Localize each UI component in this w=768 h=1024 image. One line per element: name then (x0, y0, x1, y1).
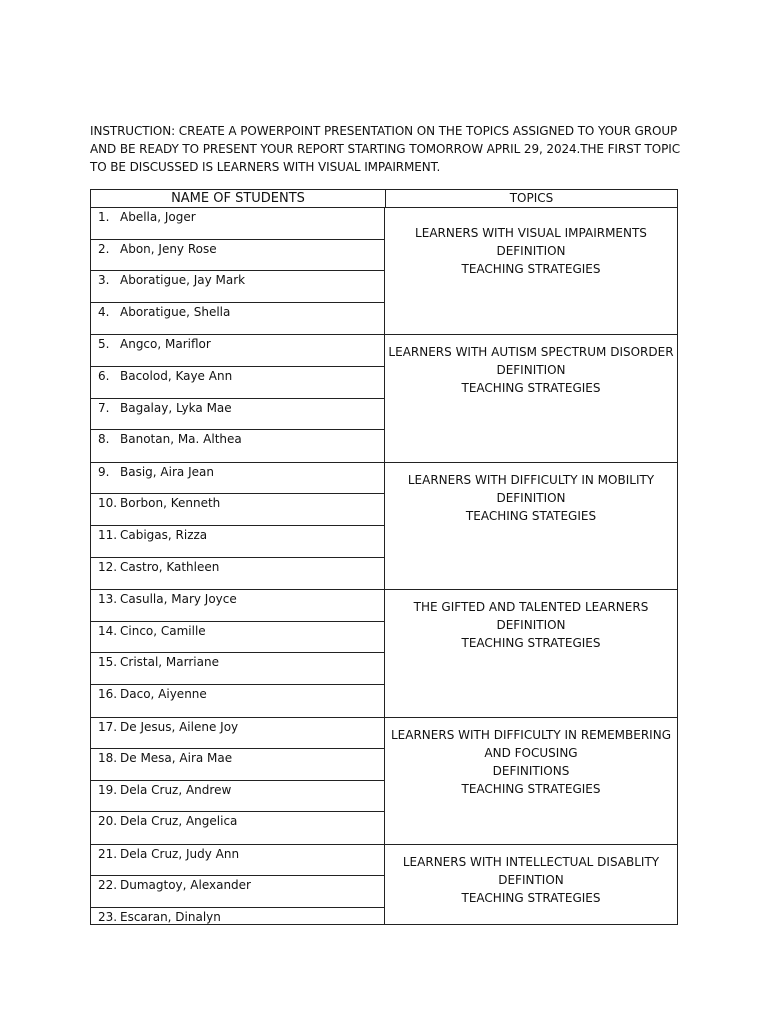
student-name: Angco, Mariflor (120, 337, 211, 352)
topic-cell (385, 845, 677, 924)
topic-cell (385, 463, 677, 589)
student-row (91, 430, 384, 462)
student-name: De Jesus, Ailene Joy (120, 719, 239, 734)
topic-line: TEACHING STRATEGIES (461, 636, 601, 651)
student-name: Dela Cruz, Judy Ann (120, 846, 240, 861)
topic-cell (385, 335, 677, 461)
student-number: 19. (98, 782, 118, 797)
student-number: 11. (98, 527, 118, 542)
student-name: Casulla, Mary Joyce (120, 592, 237, 607)
student-row (91, 781, 384, 813)
student-number: 17. (98, 719, 118, 734)
student-name: Dela Cruz, Andrew (120, 782, 232, 797)
topic-group (90, 844, 678, 925)
student-number: 8. (98, 432, 110, 447)
student-name: Abon, Jeny Rose (120, 241, 217, 256)
student-name: Dela Cruz, Angelica (120, 814, 238, 829)
topic-line: AND FOCUSING (484, 745, 578, 760)
topic-line: LEARNERS WITH AUTISM SPECTRUM DISORDER (388, 345, 674, 360)
student-number: 21. (98, 846, 118, 861)
topic-cell (385, 590, 677, 716)
student-name: Cinco, Camille (120, 623, 206, 638)
student-number: 2. (98, 241, 110, 256)
student-row (91, 845, 384, 877)
student-row (91, 749, 384, 781)
student-row (91, 590, 384, 622)
topic-line: TEACHING STRATEGIES (461, 381, 601, 396)
student-number: 4. (98, 304, 110, 319)
student-row (91, 463, 384, 495)
student-name: Cristal, Marriane (120, 655, 219, 670)
topic-line: TEACHING STATEGIES (465, 508, 597, 523)
student-number: 1. (98, 210, 110, 224)
student-row (91, 908, 384, 924)
student-list (91, 335, 385, 461)
student-number: 6. (98, 368, 110, 383)
student-number: 13. (98, 592, 118, 607)
student-row (91, 240, 384, 272)
topic-line: DEFINITION (496, 490, 566, 505)
topic-group (90, 334, 678, 461)
topic-line: DEFINITIONS (492, 763, 570, 778)
student-name: Aboratigue, Shella (120, 304, 231, 319)
student-name: De Mesa, Aira Mae (120, 751, 233, 766)
student-row (91, 876, 384, 908)
instruction-text: INSTRUCTION: CREATE A POWERPOINT PRESENTATION ON THE TOPICS ASSIGNED TO YOUR GROUP AND BE READY TO PRESENT YOUR REPORT STARTING TOMORROW APRIL 29, 2024.THE FIRST TOPIC TO BE DISCUSSED IS LEARNERS WITH VISUAL IMPAIRMENT. (90, 124, 680, 174)
student-row (91, 685, 384, 717)
header-topics: TOPICS (509, 191, 554, 205)
student-row (91, 718, 384, 750)
student-row (91, 335, 384, 367)
student-row (91, 303, 384, 335)
student-row (91, 271, 384, 303)
student-row (91, 494, 384, 526)
student-row (91, 812, 384, 844)
student-name: Bagalay, Lyka Mae (120, 400, 232, 415)
student-name: Cabigas, Rizza (120, 527, 208, 542)
topic-group (90, 207, 678, 334)
student-name: Escaran, Dinalyn (120, 910, 221, 925)
topic-group (90, 462, 678, 589)
topic-line: DEFINITION (496, 244, 566, 258)
student-list (91, 208, 385, 334)
student-row (91, 399, 384, 431)
student-number: 3. (98, 273, 110, 288)
student-number: 16. (98, 686, 118, 701)
student-number: 7. (98, 400, 110, 415)
student-row (91, 558, 384, 590)
student-row (91, 526, 384, 558)
topic-line: TEACHING STRATEGIES (461, 262, 601, 276)
student-list (91, 590, 385, 716)
student-number: 10. (98, 496, 118, 511)
topic-line: TEACHING STRATEGIES (461, 781, 601, 796)
student-number: 5. (98, 337, 110, 352)
student-list (91, 845, 385, 924)
topic-line: LEARNERS WITH DIFFICULTY IN REMEMBERING (390, 727, 671, 742)
topic-line: TEACHING STRATEGIES (461, 890, 601, 905)
topic-line: LEARNERS WITH VISUAL IMPAIRMENTS (415, 226, 647, 240)
student-name: Daco, Aiyenne (120, 686, 207, 701)
topic-line: DEFINITION (496, 618, 566, 633)
student-list (91, 463, 385, 589)
student-name: Basig, Aira Jean (120, 464, 214, 479)
student-name: Borbon, Kenneth (120, 496, 221, 511)
table-header-row (90, 189, 678, 207)
topic-cell (385, 718, 677, 844)
topic-line: THE GIFTED AND TALENTED LEARNERS (413, 600, 649, 615)
student-number: 15. (98, 655, 118, 670)
student-number: 9. (98, 464, 110, 479)
student-number: 23. (98, 910, 118, 925)
student-number: 14. (98, 623, 118, 638)
header-names: NAME OF STUDENTS (91, 190, 386, 207)
student-name: Bacolod, Kaye Ann (120, 368, 233, 383)
topic-cell (385, 208, 677, 334)
student-number: 12. (98, 559, 118, 574)
student-topic-table (90, 189, 678, 925)
student-number: 20. (98, 814, 118, 829)
topic-line: DEFINITION (496, 363, 566, 378)
student-name: Banotan, Ma. Althea (120, 432, 242, 447)
topic-line: LEARNERS WITH INTELLECTUAL DISABLITY (402, 854, 660, 869)
student-row (91, 622, 384, 654)
student-name: Dumagtoy, Alexander (120, 878, 251, 893)
student-name: Aboratigue, Jay Mark (120, 273, 246, 288)
topic-line: DEFINTION (498, 872, 564, 887)
student-list (91, 718, 385, 844)
topic-group (90, 717, 678, 844)
student-row (91, 653, 384, 685)
topic-line: LEARNERS WITH DIFFICULTY IN MOBILITY (407, 472, 655, 487)
student-name: Abella, Joger (120, 210, 196, 224)
topic-group (90, 589, 678, 716)
student-number: 22. (98, 878, 118, 893)
student-row (91, 367, 384, 399)
student-number: 18. (98, 751, 118, 766)
student-row (91, 208, 384, 240)
student-name: Castro, Kathleen (120, 559, 220, 574)
